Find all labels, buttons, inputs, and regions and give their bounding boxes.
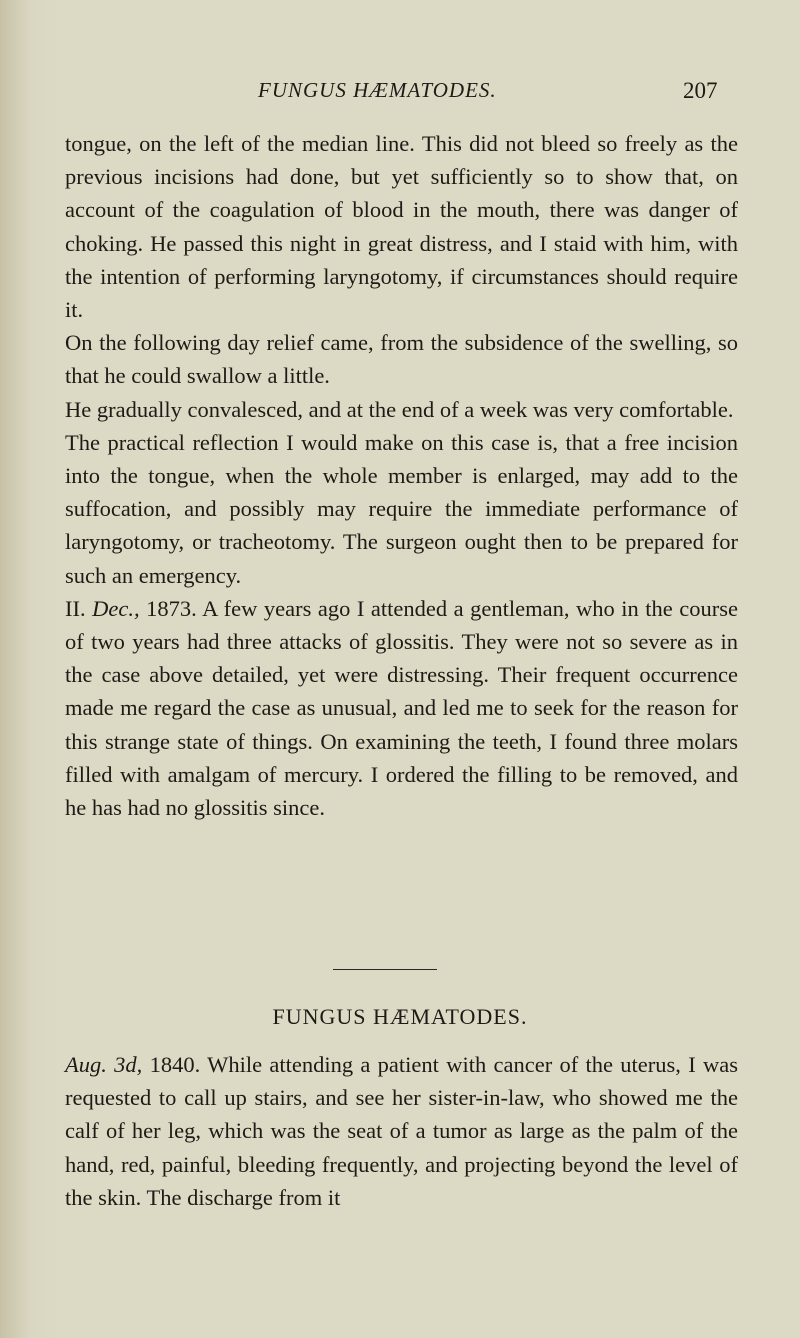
- case-numeral: II.: [65, 595, 86, 621]
- paragraph-2: On the following day relief came, from the subsidence of the swelling, so that he could swallow a little.: [65, 330, 738, 389]
- section-divider: [333, 969, 437, 970]
- section-text: While attending a patient with cancer of the uterus, I was requested to call up stairs, and see her sister-in-law, who showed me the calf of her leg, which was the seat of a tumor as large as the palm of the hand, red, painful, bleeding frequently, and projecting beyond the level of the skin. The discharge from it: [65, 1052, 738, 1210]
- paragraph-4: The practical reflection I would make on this case is, that a free incision into the tongue, when the whole member is enlarged, may add to the suffocation, and possibly may require the immediate performance of laryngotomy, or tracheotomy. The surgeon ought then to be prepared for such an emergency.: [65, 429, 738, 588]
- case-year: 1873.: [146, 595, 197, 621]
- section-paragraph: [65, 1048, 738, 1214]
- case-ii-paragraph: [65, 592, 738, 824]
- section-year: 1840.: [149, 1052, 201, 1077]
- case-date: Dec.,: [92, 595, 140, 621]
- section-heading: FUNGUS HÆMATODES.: [272, 1004, 528, 1029]
- paragraph-1: tongue, on the left of the median line. This did not bleed so freely as the previous incisions had done, but yet sufficiently so to show that, on account of the coagulation of blood in the mouth, there was danger of choking. He passed this night in great distress, and I staid with him, with the intention of performing laryngotomy, if circumstances should require it.: [65, 131, 738, 323]
- paragraph-3: He gradually convalesced, and at the end of a week was very comfortable.: [65, 396, 734, 422]
- running-title: FUNGUS HÆMATODES.: [258, 78, 497, 102]
- body-text: [65, 127, 738, 824]
- section-date: Aug. 3d,: [65, 1052, 143, 1077]
- section-body: [65, 1048, 738, 1214]
- case-text: A few years ago I attended a gentleman, who in the course of two years had three attacks of glossitis. They were not so severe as in the case above detailed, yet were distressing. Their frequent occurrence made me regard the case as unusual, and led me to seek for the reason for this strange state of things. On examining the teeth, I found three molars filled with amalgam of mercury. I ordered the filling to be removed, and he has had no glossitis since.: [65, 595, 739, 821]
- page-number: 207: [683, 78, 718, 103]
- running-head: [0, 78, 800, 108]
